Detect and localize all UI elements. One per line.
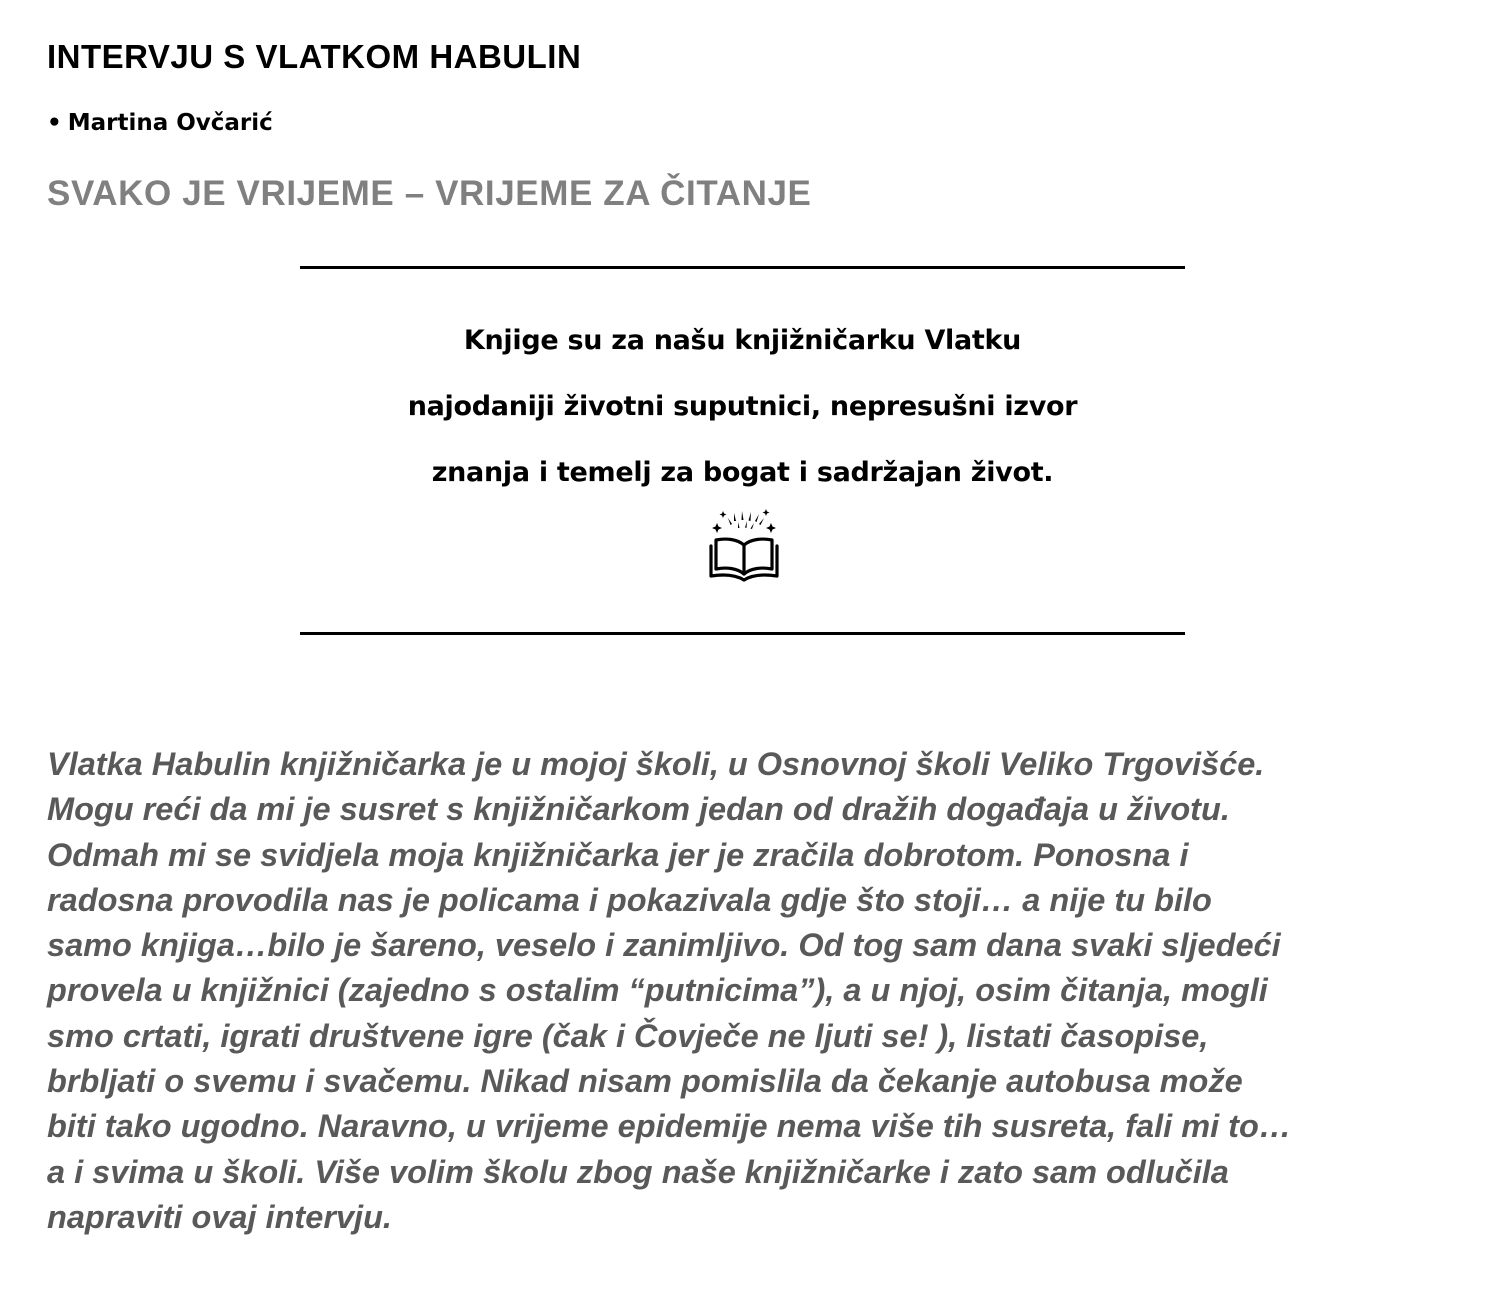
author-line xyxy=(47,110,273,136)
body-line: Vlatka Habulin knjižničarka je u mojoj školi, u Osnovnoj školi Veliko Trgovišće. xyxy=(47,746,1265,782)
article-body xyxy=(47,742,1467,1240)
body-line: a i svima u školi. Više volim školu zbog naše knjižničarke i zato sam odlučila xyxy=(47,1153,1229,1190)
body-line: samo knjiga…bilo je šareno, veselo i zanimljivo. Od tog sam dana svaki sljedeći xyxy=(47,927,1281,964)
body-line: Mogu reći da mi je susret s knjižničarkom jedan od dražih događaja u životu. xyxy=(47,791,1230,828)
pull-quote xyxy=(300,308,1185,506)
bullet-icon: • xyxy=(47,110,62,136)
body-line: brbljati o svemu i svačemu. Nikad nisam pomislila da čekanje autobusa može xyxy=(47,1063,1243,1100)
quote-bottom-divider xyxy=(300,632,1185,635)
quote-line: najodaniji životni suputnici, nepresušni izvor xyxy=(407,391,1078,422)
body-line: napraviti ovaj intervju. xyxy=(47,1198,392,1235)
quote-line: Knjige su za našu knjižničarku Vlatku xyxy=(463,325,1022,356)
quote-line: znanja i temelj za bogat i sadržajan život. xyxy=(431,457,1054,488)
body-line: biti tako ugodno. Naravno, u vrijeme epidemije nema više tih susreta, fali mi to… xyxy=(47,1108,1292,1145)
body-line: provela u knjižnici (zajedno s ostalim “putnicima”), a u njoj, osim čitanja, mogli xyxy=(47,972,1268,1009)
article-subtitle: SVAKO JE VRIJEME – VRIJEME ZA ČITANJE xyxy=(47,174,812,213)
body-line: smo crtati, igrati društvene igre (čak i Čovječe ne ljuti se! ), listati časopise, xyxy=(47,1017,1209,1054)
body-line: radosna provodila nas je policama i pokazivala gdje što stoji… a nije tu bilo xyxy=(47,881,1212,918)
article-heading: INTERVJU S VLATKOM HABULIN xyxy=(47,38,582,75)
author-name: Martina Ovčarić xyxy=(67,110,273,136)
body-line: Odmah mi se svidjela moja knjižničarka jer je zračila dobrotom. Ponosna i xyxy=(47,836,1189,873)
open-book-icon xyxy=(704,505,784,585)
quote-top-divider xyxy=(300,266,1185,269)
